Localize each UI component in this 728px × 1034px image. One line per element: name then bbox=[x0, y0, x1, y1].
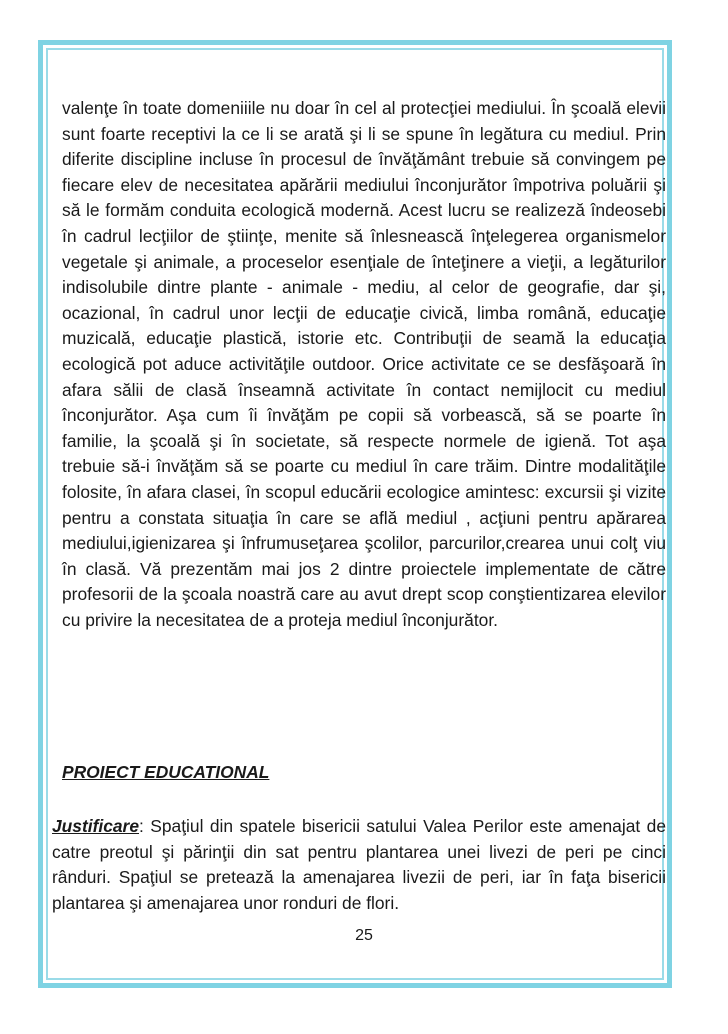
body-paragraph: valenţe în toate domeniiile nu doar în cel al protecţiei mediului. În şcoală elevii sunt foarte receptivi la ce li se arată şi li se spune în legătura cu mediul. Prin diferite discipline incluse în procesul de învăţământ trebuie să convingem pe fiecare elev de necesitatea apărării mediului înconjurător împotriva poluării şi să le formăm conduita ecologică modernă. Acest lucru se realizeză îndeosebi în cadrul lecţiilor de ştiinţe, menite să înlesnească înţelegerea organismelor vegetale şi animale, a proceselor esenţiale de înteţinere a vieţii, a legăturilor indisolubile dintre plante - animale - mediu, al celor de geografie, dar şi, ocazional, în cadrul unor lecţii de educaţie civică, limba română, educaţie muzicală, educaţie plastică, istorie etc. Contribuţii de seamă la educaţia ecologică pot aduce activităţile outdoor. Orice activitate ce se desfăşoară în afara sălii de clasă înseamnă activitate în contact nemijlocit cu mediul înconjurător. Aşa cum îi învăţăm pe copii să vorbească, să se poarte în familie, la şcoală şi în societate, să respecte normele de igienă. Tot aşa trebuie să-i învăţăm să se poarte cu mediul în care trăim. Dintre modalităţile folosite, în afara clasei, în scopul educării ecologice amintesc: excursii şi vizite pentru a constata situaţia în care se află mediul , acţiuni pentru apărarea mediului,igienizarea şi înfrumuseţarea şcolilor, parcurilor,crearea unui colţ viu în clasă. Vă prezentăm mai jos 2 dintre proiectele implementate de către profesorii de la şcoala noastră care au avut drept scop conştientizarea elevilor cu privire la necesitatea de a proteja mediul înconjurător. bbox=[62, 98, 666, 630]
section-title: PROIECT EDUCATIONAL bbox=[62, 762, 270, 782]
body-section bbox=[62, 96, 666, 633]
page-number: 25 bbox=[355, 927, 373, 944]
justificare-text: : Spaţiul din spatele bisericii satului Valea Perilor este amenajat de catre preotul şi părinţii din sat pentru plantarea unei livezi de peri pe cinci rânduri. Spaţiul se pretează la amenajarea livezii de peri, iar în faţa bisericii plantarea şi amenajarea unor ronduri de flori. bbox=[52, 816, 666, 913]
justificare-label: Justificare bbox=[52, 816, 139, 836]
justificare-paragraph bbox=[52, 814, 666, 916]
